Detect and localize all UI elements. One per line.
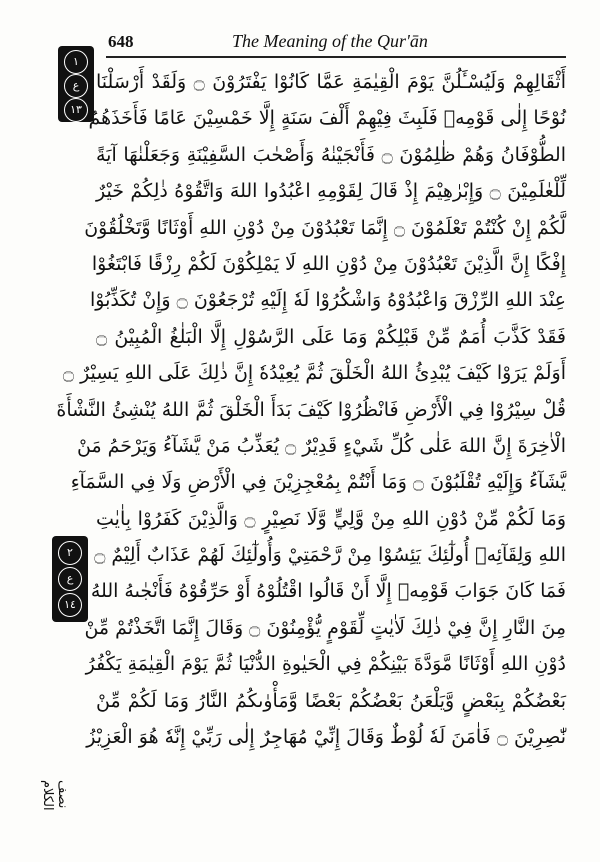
text-line: إِفْكًا إِنَّ الَّذِيْنَ تَعْبُدُوْنَ مِنْ دُوْنِ اللهِ لَا يَمْلِكُوْنَ لَكُمْ رِزْقًا فَابْتَغُوْا (91, 252, 566, 275)
text-line: أَثْقَالِهِمْ وَلَيُسْـَٔلُنَّ يَوْمَ الْقِيٰمَةِ عَمَّا كَانُوْا يَفْتَرُوْنَ ۝ وَلَقَدْ أَرْسَلْنَا (96, 71, 566, 93)
marker-number: ١٣ (64, 98, 88, 122)
margin-note: نصف الكلام (40, 780, 70, 811)
ruku-marker (52, 536, 88, 622)
marker-number: ١٤ (58, 593, 82, 617)
header-rule (106, 56, 566, 58)
text-line: دُوْنِ اللهِ أَوْثَانًا مَّوَدَّةَ بَيْنِكُمْ فِي الْحَيٰوةِ الدُّنْيَا ثُمَّ يَوْمَ الْقِيٰمَةِ يَكْفُرُ (85, 653, 566, 676)
text-line: قُلْ سِيْرُوْا فِي الْأَرْضِ فَانْظُرُوْا كَيْفَ بَدَأَ الْخَلْقَ ثُمَّ اللهُ يُنْشِئُ النَّشْأَةَ (56, 398, 566, 421)
text-line: مِنَ النَّارِ إِنَّ فِيْ ذٰلِكَ لَاٰيٰتٍ لِّقَوْمٍ يُّؤْمِنُوْنَ ۝ وَقَالَ إِنَّمَا اتَّخَذْتُمْ مِّنْ (84, 616, 566, 639)
text-line: لِّلْعٰلَمِيْنَ ۝ وَإِبْرٰهِيْمَ إِذْ قَالَ لِقَوْمِهِ اعْبُدُوا اللهَ وَاتَّقُوْهُ ذٰلِكُمْ خَيْرٌ (96, 180, 566, 203)
text-line: يَّشَآءُ وَإِلَيْهِ تُقْلَبُوْنَ ۝ وَمَا أَنْتُمْ بِمُعْجِزِيْنَ فِي الْأَرْضِ وَلَا فِي السَّمَآءِ (70, 471, 566, 494)
marker-number: ٢ (58, 541, 82, 565)
text-line: الطُّوْفَانُ وَهُمْ ظٰلِمُوْنَ ۝ فَأَنْجَيْنٰهُ وَأَصْحٰبَ السَّفِيْنَةِ وَجَعَلْنٰهَا آيَةً (96, 143, 566, 166)
marker-number: ١ (64, 50, 88, 74)
text-line: وَمَا لَكُمْ مِّنْ دُوْنِ اللهِ مِنْ وَّلِيٍّ وَّلَا نَصِيْرٍ ۝ وَالَّذِيْنَ كَفَرُوْا بِاٰيٰتِ (96, 507, 567, 530)
text-line: فَقَدْ كَذَّبَ أُمَمٌ مِّنْ قَبْلِكُمْ وَمَا عَلَى الرَّسُوْلِ إِلَّا الْبَلٰغُ الْمُبِيْنُ ۝ (96, 325, 566, 348)
text-line: أَوَلَمْ يَرَوْا كَيْفَ يُبْدِئُ اللهُ الْخَلْقَ ثُمَّ يُعِيْدُهٗ إِنَّ ذٰلِكَ عَلَى اللهِ يَسِيْرٌ ۝ (62, 362, 566, 385)
marker-ain: ع (58, 567, 82, 591)
text-line: بَعْضُكُمْ بِبَعْضٍ وَّيَلْعَنُ بَعْضُكُمْ بَعْضًا وَّمَأْوٰىكُمُ النَّارُ وَمَا لَكُمْ مِّنْ (96, 689, 566, 712)
page-number: 648 (108, 32, 134, 51)
marker-ain: ع (64, 74, 88, 98)
running-title: The Meaning of the Qur'ān (232, 31, 428, 51)
text-line: نُوْحًا إِلٰى قَوْمِهٖ فَلَبِثَ فِيْهِمْ أَلْفَ سَنَةٍ إِلَّا خَمْسِيْنَ عَامًا فَأَخَذَهُمُ (88, 107, 566, 130)
text-line: نّٰصِرِيْنَ ۝ فَاٰمَنَ لَهٗ لُوْطٌ وَقَالَ إِنِّيْ مُهَاجِرٌ إِلٰى رَبِّيْ إِنَّهٗ هُوَ الْعَزِيْزُ (86, 726, 566, 749)
text-line: عِنْدَ اللهِ الرِّزْقَ وَاعْبُدُوْهُ وَاشْكُرُوْا لَهٗ إِلَيْهِ تُرْجَعُوْنَ ۝ وَإِنْ تُكَذِّبُوْا (90, 289, 566, 312)
text-line: اللهِ وَلِقَآئِهٖ أُولٰٓئِكَ يَئِسُوْا مِنْ رَّحْمَتِيْ وَأُولٰٓئِكَ لَهُمْ عَذَابٌ أَلِيْمٌ ۝ (94, 544, 566, 567)
text-line: فَمَا كَانَ جَوَابَ قَوْمِهٖ إِلَّا أَنْ قَالُوا اقْتُلُوْهُ أَوْ حَرِّقُوْهُ فَأَنْجٰىهُ اللهُ (90, 580, 566, 603)
text-line: لَّكُمْ إِنْ كُنْتُمْ تَعْلَمُوْنَ ۝ إِنَّمَا تَعْبُدُوْنَ مِنْ دُوْنِ اللهِ أَوْثَانًا وَّتَخْلُقُوْنَ (84, 216, 566, 239)
text-line: الْاٰخِرَةَ إِنَّ اللهَ عَلٰى كُلِّ شَيْءٍ قَدِيْرٌ ۝ يُعَذِّبُ مَنْ يَّشَآءُ وَيَرْحَمُ مَنْ (76, 434, 566, 457)
